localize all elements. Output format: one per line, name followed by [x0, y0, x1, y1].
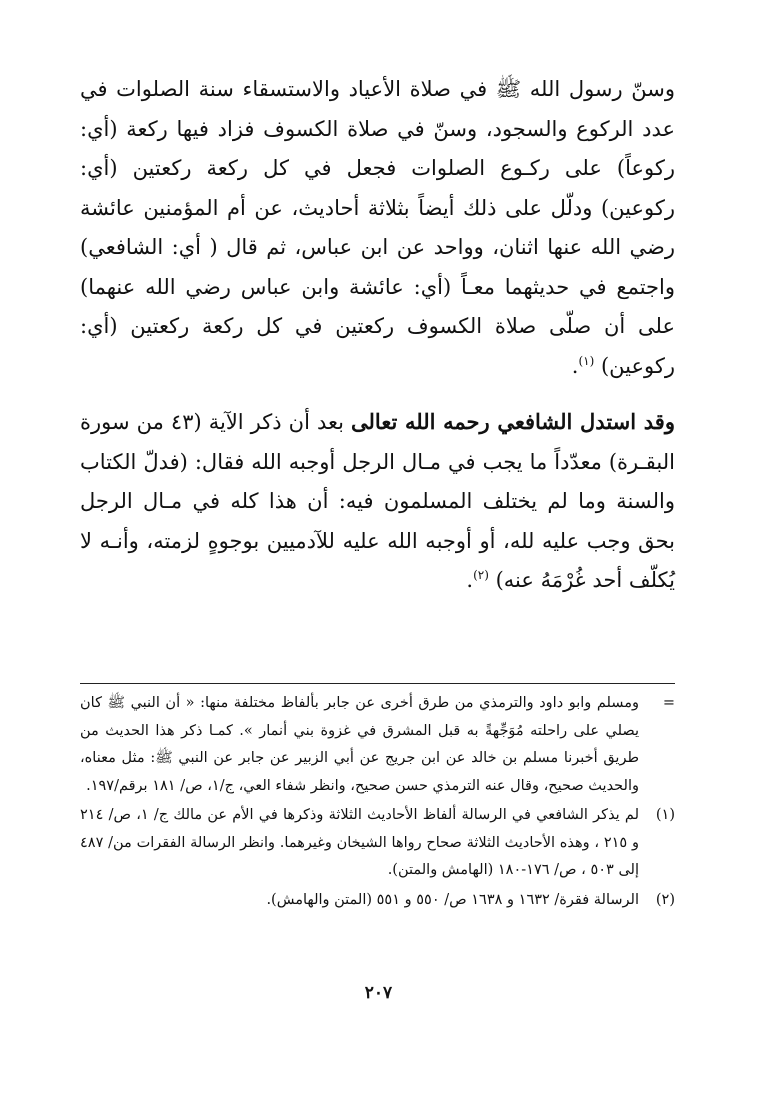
paragraph-2-lead: وقد استدل الشافعي رحمه الله تعالى [351, 409, 675, 434]
footnote-text: ومسلم وابو داود والترمذي من طرق أخرى عن جابر بألفاظ مختلفة منها: « أن النبي ﷺ كان يصلي على راحلته مُوَجِّهةً به قبل المشرق في غزوة بني أنمار ». كمـا ذكر هذا الحديث من طريق أخبرنا مسلم بن خالد عن ابن جريج عن أبي الزبير عن جابر عن النبي ﷺ: مثل معناه، والحديث صحيح، وقال عنه الترمذي حسن صحيح، وانظر شفاء العي، ج/١، ص/ ١٨١ برقم/١٩٧. [80, 695, 639, 794]
footnote-marker: (٢) [655, 891, 675, 908]
paragraph-1-end: . [571, 353, 579, 378]
footnote-text: الرسالة فقرة/ ١٦٣٢ و ١٦٣٨ ص/ ٥٥٠ و ٥٥١ (المتن والهامش). [266, 891, 639, 908]
main-text [80, 70, 675, 617]
footnote-marker: (١) [655, 807, 675, 823]
footnote-marker: = [662, 695, 675, 711]
footnote-1 [80, 802, 675, 885]
footnote-ref-2: (٢) [473, 568, 489, 582]
page-number: ٢٠٧ [364, 983, 393, 1003]
footnotes [80, 690, 675, 916]
footnote-text: لم يذكر الشافعي في الرسالة ألفاظ الأحاديث الثلاثة وذكرها في الأم عن مالك ج/ ١، ص/ ٢١٤ و ٢١٥ ، وهذه الأحاديث الثلاثة صحاح رواها الشيخان وغيرهما. وانظر الرسالة الفقرات من/ ٤٨٧ إلى ٥٠٣ ، ص/ ١٧٦-١٨٠ (الهامش والمتن). [80, 807, 639, 878]
paragraph-1 [80, 70, 675, 386]
paragraph-2-end: . [466, 568, 474, 592]
footnote-2 [80, 887, 675, 915]
footnote-divider [80, 683, 675, 684]
footnote-ref-1: (١) [578, 353, 595, 368]
paragraph-2-text: بعد أن ذكر الآية (٤٣ من سورة البقـرة) معدّداً ما يجب في مـال الرجل أوجبه الله فقال: (فدلّ الكتاب والسنة وما لم يختلف المسلمون فيه: أن هذا كله في مـال الرجل بحق وجب عليه لله، أو أوجبه الله عليه للآدميين بوجوهٍ لزمته، وأنـه لا يُكلّف أحد غُرْمَهُ عنه) [80, 410, 675, 592]
paragraph-1-text: وسنّ رسول الله ﷺ في صلاة الأعياد والاستسقاء سنة الصلوات في عدد الركوع والسجود، وسنّ في صلاة الكسوف فزاد فيها ركعة (أي: ركوعاً) على ركـوع الصلوات فجعل في كل ركعة ركعتين (أي: ركوعين) ودلّل على ذلك أيضاً بثلاثة أحاديث، عن أم المؤمنين عائشة رضي الله عنها اثنان، وواحد عن ابن عباس، ثم قال ( أي: الشافعي) واجتمع في حديثهما معـاً (أي: عائشة وابن عباس رضي الله عنهما) على أن صلّى صلاة الكسوف ركعتين في كل ركعة ركعتين (أي: ركوعين) [80, 77, 675, 378]
footnote-continued [80, 690, 675, 800]
paragraph-2 [80, 402, 675, 601]
